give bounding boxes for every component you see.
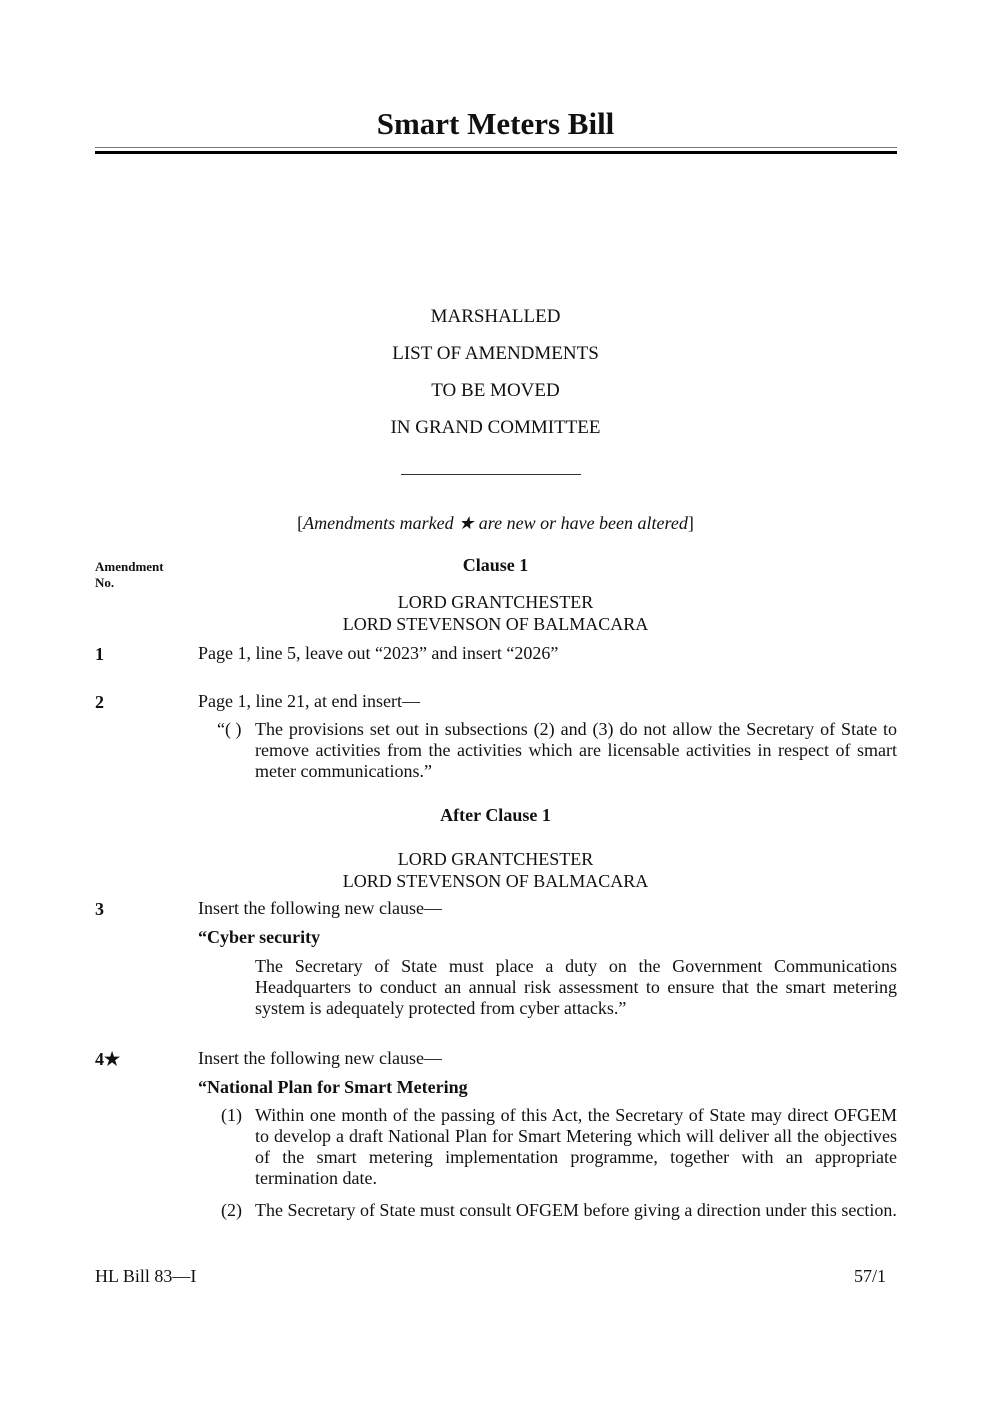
quote-prefix: “( )	[217, 719, 242, 739]
clause-title: “National Plan for Smart Metering	[198, 1077, 468, 1097]
amendment-no-label: Amendment No.	[95, 559, 164, 590]
amendments-note: [Amendments marked ★ are new or have been altered]	[297, 513, 694, 533]
sponsors: LORD GRANTCHESTER LORD STEVENSON OF BALMACARA	[342, 592, 649, 634]
amendment-number: 1	[95, 644, 104, 664]
heading-line: IN GRAND COMMITTEE	[390, 417, 601, 438]
heading-line: TO BE MOVED	[431, 380, 560, 401]
sponsors: LORD GRANTCHESTER LORD STEVENSON OF BALMACARA	[342, 849, 649, 891]
subsection-number: (1)	[221, 1105, 242, 1125]
section-heading: After Clause 1	[440, 805, 551, 825]
amendment-number: 2	[95, 692, 104, 712]
title-rule-thick	[95, 151, 897, 154]
heading-line: MARSHALLED	[430, 306, 561, 327]
amendment-text: Insert the following new clause—	[198, 1048, 442, 1068]
subsection-text: The Secretary of State must consult OFGEM before giving a direction under this section.	[255, 1200, 897, 1220]
quoted-text: The provisions set out in subsections (2) and (3) do not allow the Secretary of State to remove activities from the activities which are licensable activities in respect of smart meter communications.”	[255, 719, 897, 781]
title-rule-thin	[95, 147, 897, 148]
clause-title: “Cyber security	[198, 927, 321, 947]
subsection-text: Within one month of the passing of this Act, the Secretary of State may direct OFGEM to develop a draft National Plan for Smart Metering which will deliver all the objectives of the smart metering implementation programme, together with an appropriate termination date.	[255, 1105, 897, 1188]
footer-bill-number: HL Bill 83—I	[95, 1266, 197, 1286]
clause-body: The Secretary of State must place a duty on the Government Communications Headquarters to conduct an annual risk assessment to ensure that the smart metering system is adequately protected from cyber attacks.”	[255, 956, 897, 1018]
amendment-text: Page 1, line 21, at end insert—	[198, 691, 420, 711]
document-title: Smart Meters Bill	[376, 106, 615, 141]
star-icon: ★	[458, 513, 475, 533]
divider	[401, 474, 581, 475]
section-heading: Clause 1	[462, 555, 529, 575]
amendment-text: Insert the following new clause—	[198, 898, 442, 918]
subsection-number: (2)	[221, 1200, 242, 1220]
amendment-text: Page 1, line 5, leave out “2023” and insert “2026”	[198, 643, 559, 663]
footer-page-ref: 57/1	[853, 1266, 886, 1286]
amendment-number: 3	[95, 899, 104, 919]
amendment-number: 4★	[95, 1049, 121, 1069]
heading-line: LIST OF AMENDMENTS	[392, 343, 599, 364]
